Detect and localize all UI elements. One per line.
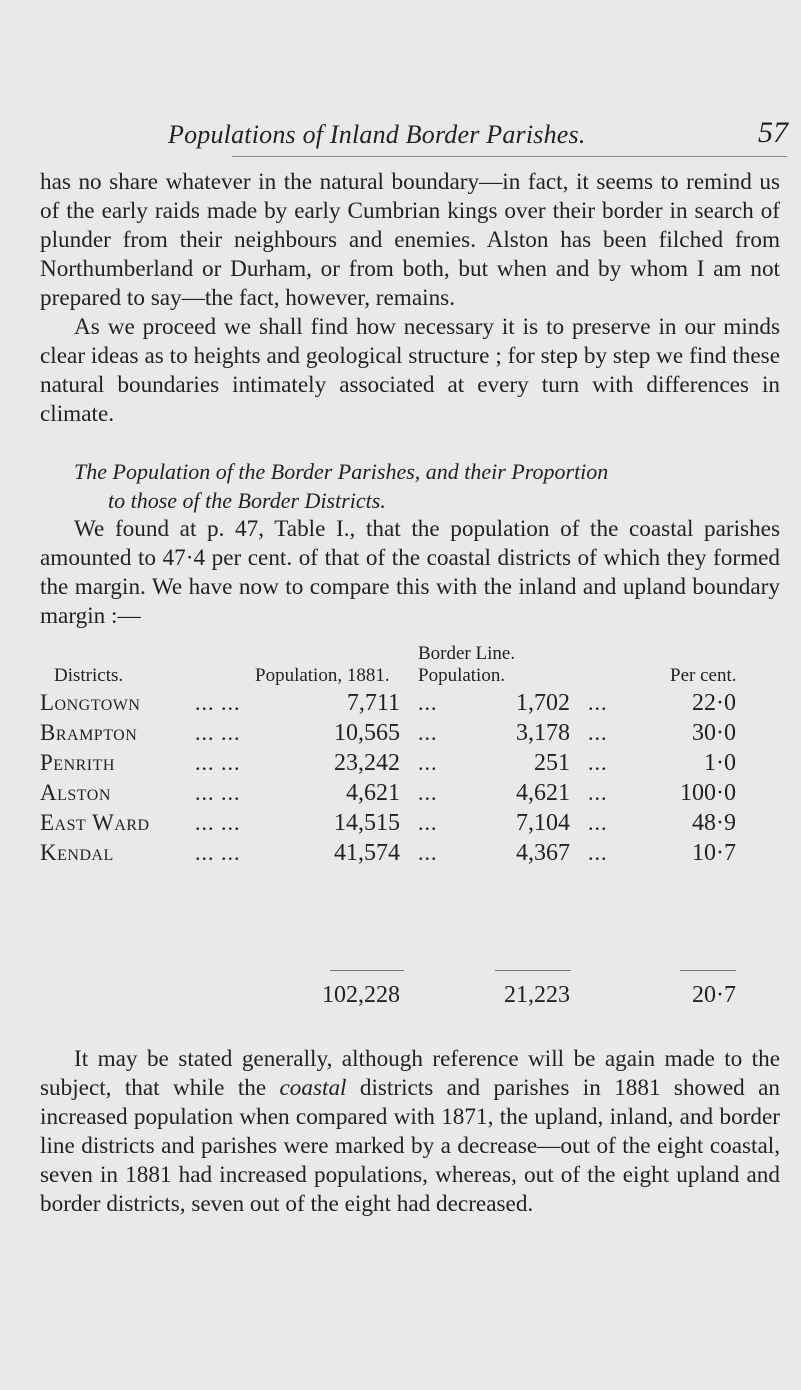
header-rule <box>232 156 787 157</box>
district-name: East Ward <box>40 810 150 835</box>
leader-dots: ... ... <box>195 690 241 715</box>
district-name: Brampton <box>40 720 138 745</box>
table-row <box>40 840 780 870</box>
percent: 48·9 <box>692 810 736 836</box>
leader-dots: ... ... <box>195 750 241 775</box>
paragraph-heights-text: As we proceed we shall find how necessary it is to preserve in our minds clear ideas as to heights and geological structure ; for step by step we find these natural boundaries intimately associated at every turn with differences in climate. <box>40 314 780 427</box>
leader-dots: ... ... <box>195 810 241 835</box>
total-percent: 20·7 <box>692 982 736 1008</box>
header-population: Population, 1881. <box>255 665 390 686</box>
paragraph-comparison: We found at p. 47, Table I., that the population of the coastal parishes amounted to 47·4 per cent. of that of the coastal districts of which they formed the margin. We have now to compare this with the inland and upland boundary margin :— <box>40 516 780 629</box>
district-name: Penrith <box>40 750 115 775</box>
table-row <box>40 720 780 750</box>
leader-dots: ... <box>418 810 438 835</box>
table-row <box>40 750 780 780</box>
leader-dots: ... <box>418 750 438 775</box>
paragraph-conclusion-part-1: It may be stated generally, although reference will be again made to the subject, that while the <box>40 1046 780 1101</box>
leader-dots: ... <box>588 750 608 775</box>
header-percent: Per cent. <box>670 665 737 686</box>
running-title: Populations of Inland Border Parishes. <box>168 120 586 149</box>
population-1881: 4,621 <box>346 780 400 806</box>
total-rule-population <box>330 970 404 971</box>
border-line-population: 251 <box>534 750 570 776</box>
population-1881: 23,242 <box>334 750 400 776</box>
percent: 22·0 <box>692 690 736 716</box>
percent: 100·0 <box>680 780 736 806</box>
leader-dots: ... <box>418 690 438 715</box>
table-row <box>40 690 780 720</box>
population-1881: 41,574 <box>334 840 400 866</box>
section-heading-line-2: to those of the Border Districts. <box>108 488 386 513</box>
section-heading-line-1: The Population of the Border Parishes, and their Proportion <box>74 459 609 484</box>
border-line-population: 1,702 <box>516 690 570 716</box>
leader-dots: ... <box>418 840 438 865</box>
leader-dots: ... ... <box>195 780 241 805</box>
leader-dots: ... <box>588 780 608 805</box>
leader-dots: ... <box>418 720 438 745</box>
leader-dots: ... <box>588 840 608 865</box>
border-line-population: 7,104 <box>516 810 570 836</box>
district-name: Kendal <box>40 840 114 865</box>
table-row <box>40 780 780 810</box>
paragraph-opening <box>40 168 780 429</box>
table-row <box>40 810 780 840</box>
header-border-line: Border Line. <box>418 643 516 664</box>
leader-dots: ... <box>588 690 608 715</box>
border-line-population: 4,621 <box>516 780 570 806</box>
section-heading <box>40 457 780 515</box>
total-border-population: 21,223 <box>504 982 570 1008</box>
paragraph-opening-text: has no share whatever in the natural boundary—in fact, it seems to remind us of the early raids made by early Cumbrian kings over their border in search of plunder from their neighbours and enemies. Alston has been filched from Northumberland or Durham, or from both, but when and by whom I am not prepared to say—the fact, however, remains. <box>40 169 780 311</box>
paragraph-conclusion-emphasis: coastal <box>279 1075 347 1101</box>
table-totals-row <box>40 982 780 1012</box>
header-border-population: Population. <box>418 665 506 686</box>
total-rule-border <box>495 970 571 971</box>
population-1881: 7,711 <box>346 690 400 716</box>
border-line-population: 4,367 <box>516 840 570 866</box>
leader-dots: ... ... <box>195 840 241 865</box>
district-name: Alston <box>40 780 111 805</box>
percent: 1·0 <box>704 750 736 776</box>
percent: 10·7 <box>692 840 736 866</box>
population-1881: 10,565 <box>334 720 400 746</box>
population-1881: 14,515 <box>334 810 400 836</box>
total-rule-percent <box>680 970 736 971</box>
border-line-population: 3,178 <box>516 720 570 746</box>
header-districts: Districts. <box>54 665 124 686</box>
paragraph-conclusion-part-2: districts and parishes in 1881 showed an increased population when compared with 1871, the upland, inland, and border line districts and parishes were marked by a decrease—out of the eight coastal, seven in 1881 had increased populations, whereas, out of the eight upland and border districts, seven out of the eight had decreased. <box>40 1075 780 1217</box>
leader-dots: ... ... <box>195 720 241 745</box>
leader-dots: ... <box>588 810 608 835</box>
district-name: Longtown <box>40 690 141 715</box>
leader-dots: ... <box>588 720 608 745</box>
percent: 30·0 <box>692 720 736 746</box>
total-population: 102,228 <box>322 982 400 1008</box>
paragraph-conclusion <box>40 1045 780 1219</box>
leader-dots: ... <box>418 780 438 805</box>
page-number: 57 <box>758 116 788 149</box>
